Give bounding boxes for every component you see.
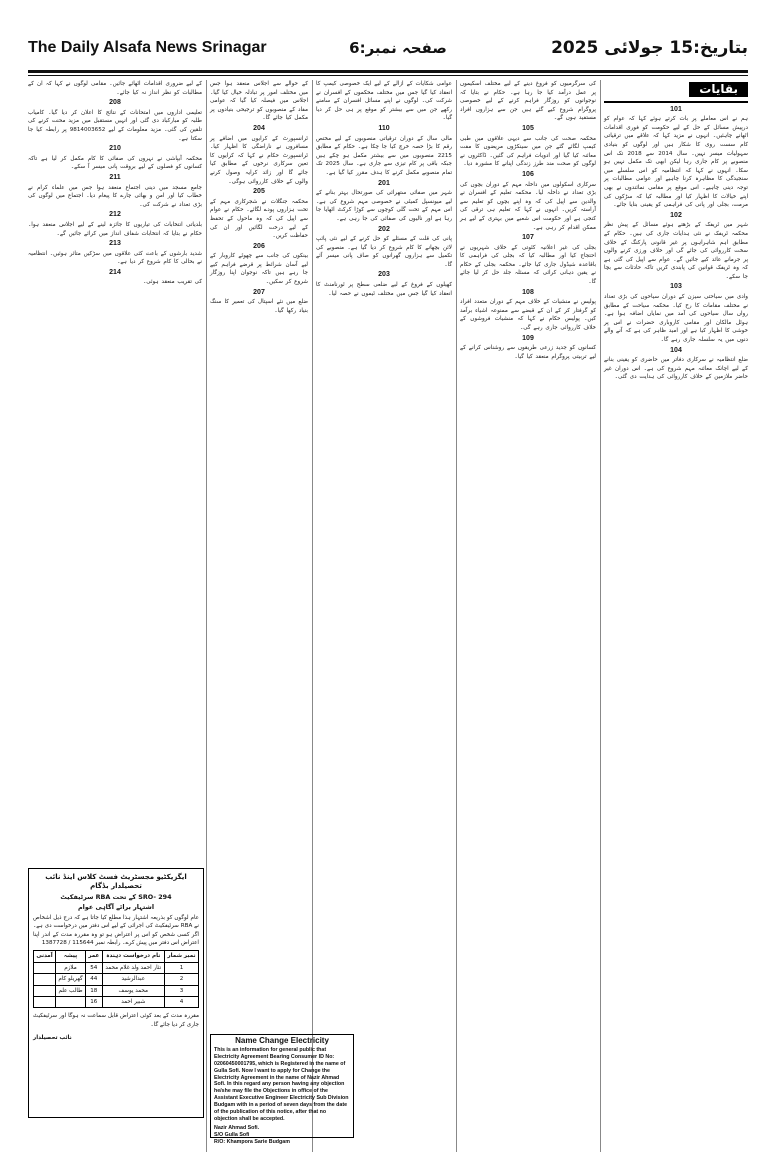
- table-cell: 3: [164, 985, 198, 996]
- notice-sig-address: R/O: Khampora Sarie Budgam: [214, 1138, 290, 1145]
- section-header: [604, 80, 748, 103]
- table-row: [34, 962, 199, 973]
- item-number: 210: [109, 145, 121, 153]
- item-number: 204: [253, 124, 265, 132]
- table-row: [34, 985, 199, 996]
- table-header-cell: نام درخواست دہندہ: [102, 951, 164, 962]
- news-item-text: سرکاری اسکولوں میں داخلہ مہم کے دوران بچوں کی بڑی تعداد نے داخلہ لیا۔ محکمہ تعلیم کے افسران نے والدین سے اپیل کی کہ وہ اپنے بچوں کو تعلیم سے آراستہ کریں۔ انہوں نے کہا کہ تعلیم ہی ترقی کی کنجی ہے اور حکومت اس شعبے میں بہتری کے لیے ہر ممکن اقدام کر رہی ہے۔: [460, 181, 596, 231]
- news-item-text: شہر میں ٹریفک کے بڑھتے ہوئے مسائل کے پیش نظر محکمہ ٹریفک نے نئی ہدایات جاری کی ہیں۔ حکام کے مطابق اہم شاہراہوں پر غیر قانونی پارکنگ کے خلاف سخت کارروائی کی جائے گی اور خلاف ورزی کرنے والوں پر جرمانے عائد کیے جائیں گے۔ عوام سے اپیل کی گئی ہے کہ وہ ٹریفک قوانین کی پابندی کریں تاکہ حادثات سے بچا جا سکے۔: [604, 222, 748, 280]
- column-divider: [312, 80, 313, 1152]
- section-badge: بقایات: [689, 82, 748, 97]
- news-item-text: کی تقریب منعقد ہوئی۔: [143, 279, 202, 286]
- ad-footer: مقررہ مدت کے بعد کوئی اعتراض قابل سماعت نہ ہوگا اور سرٹیفکیٹ جاری کر دیا جائے گا۔: [33, 1013, 199, 1028]
- table-header-row: [34, 951, 199, 962]
- news-item-text: عوامی شکایات کے ازالے کے لیے ایک خصوصی کیمپ کا انعقاد کیا گیا جس میں مختلف محکموں کے افسران نے شرکت کی۔ لوگوں نے اپنے مسائل افسران کے سامنے رکھے جن میں سے بیشتر کو موقع پر ہی حل کر دیا گیا۔: [316, 81, 452, 122]
- column-divider: [206, 80, 207, 1152]
- ad-subtitle: اشتہار برائے آگاہی عوام: [77, 903, 155, 912]
- news-item-text: ضلع میں نئے اسپتال کی تعمیر کا سنگ بنیاد رکھا گیا۔: [210, 299, 308, 314]
- item-number: 212: [109, 211, 121, 219]
- news-item-text: بلدیاتی انتخابات کی تیاریوں کا جائزہ لینے کے لیے اجلاس منعقد ہوا۔ حکام نے بتایا کہ انتخابات شفاف انداز میں کرائے جائیں گے۔: [28, 221, 202, 237]
- item-number: 107: [522, 234, 534, 242]
- table-cell: عبدالرشید: [102, 974, 164, 985]
- news-item-text: وادی میں سیاحتی سیزن کے دوران سیاحوں کی بڑی تعداد نے مختلف مقامات کا رخ کیا۔ محکمہ سیاحت کے مطابق رواں سال سیاحوں کی آمد میں نمایاں اضافہ ہوا ہے۔ ہوٹل مالکان اور مقامی کاروباری حضرات نے اس پر خوشی کا اظہار کیا ہے اور امید ظاہر کی ہے کہ آنے والے دنوں میں یہ سلسلہ جاری رہے گا۔: [604, 294, 748, 344]
- applicant-table: [33, 950, 199, 1008]
- masthead-rule: [28, 70, 748, 73]
- column-divider: [456, 80, 457, 1152]
- news-item-text: تعلیمی اداروں میں امتحانات کے نتائج کا اعلان کر دیا گیا۔ کامیاب طلبہ کو مبارکباد دی گئی اور انہیں مستقبل میں مزید محنت کرنے کی تلقین کی گئی۔ مزید معلومات کے لیے 9814003652 پر رابطہ کیا جا سکتا ہے۔: [28, 109, 202, 142]
- news-item-text: مالی سال کے دوران ترقیاتی منصوبوں کے لیے مختص رقم کا بڑا حصہ خرچ کیا جا چکا ہے۔ حکام کے مطابق 2215 منصوبوں میں سے بیشتر مکمل ہو چکے ہیں جبکہ باقی پر کام تیزی سے جاری ہے۔ سال 2025 تک تمام منصوبے مکمل کرنے کا ہدف مقرر کیا گیا ہے۔: [316, 135, 453, 176]
- item-number: 103: [670, 283, 682, 291]
- name-change-notice: [210, 1034, 354, 1145]
- news-item-text: ٹرانسپورٹ کے کرایوں میں اضافے پر مسافروں نے ناراضگی کا اظہار کیا۔ ٹرانسپورٹ حکام نے کہا کہ کرایوں کا تعین سرکاری نرخوں کے مطابق کیا جائے گا اور زائد کرایہ وصول کرنے والوں کے خلاف کارروائی ہوگی۔: [210, 135, 308, 185]
- table-cell: محمد یوسف: [102, 985, 164, 996]
- item-number: 203: [378, 271, 390, 279]
- table-header-cell: آمدنی: [34, 951, 56, 962]
- news-item-text: بینکوں کی جانب سے چھوٹے کاروبار کے لیے آسان شرائط پر قرضے فراہم کیے جا رہے ہیں تاکہ نوجوان اپنا روزگار شروع کر سکیں۔: [210, 253, 308, 286]
- news-item-text: کے لیے ضروری اقدامات اٹھائے جائیں۔ مقامی لوگوں نے کہا کہ ان کے مطالبات کو نظر انداز نہ کیا جائے۔: [28, 81, 202, 96]
- news-item-text: پانی کی قلت کے مسئلے کو حل کرنے کے لیے نئی پائپ لائن بچھانے کا کام شروع کر دیا گیا ہے۔ منصوبے کی تکمیل سے ہزاروں گھرانوں کو صاف پانی میسر آئے گا۔: [316, 236, 452, 268]
- news-item-text: ضلع انتظامیہ نے سرکاری دفاتر میں حاضری کو یقینی بنانے کے لیے اچانک معائنہ مہم شروع کی ہے۔ اس دوران غیر حاضر ملازمین کے خلاف کارروائی کی ہدایت دی گئی۔: [604, 357, 748, 381]
- table-row: [34, 974, 199, 985]
- item-number: 207: [253, 288, 265, 296]
- table-cell: ملازم: [56, 962, 86, 973]
- news-item-text: کے حوالے سے اجلاس منعقد ہوا جس میں مختلف امور پر تبادلہ خیال کیا گیا۔ اجلاس میں فیصلہ کیا گیا کہ عوامی مفاد کے منصوبوں کو ترجیحی بنیادوں پر مکمل کیا جائے گا۔: [210, 81, 308, 122]
- notice-title: Name Change Electricity: [235, 1036, 329, 1045]
- news-item-text: شہر میں صفائی ستھرائی کی صورتحال بہتر بنانے کے لیے میونسپل کمیٹی نے خصوصی مہم شروع کی ہے۔ اس مہم کے تحت گلی کوچوں سے کوڑا کرکٹ اٹھایا جا رہا ہے اور نالیوں کی صفائی کی جا رہی ہے۔: [316, 190, 452, 222]
- column-2: [460, 80, 596, 1152]
- news-item-text: شدید بارشوں کے باعث کئی علاقوں میں سڑکیں متاثر ہوئیں۔ انتظامیہ نے بحالی کا کام شروع کر دیا ہے۔: [28, 250, 202, 266]
- news-item-text: محکمہ جنگلات نے شجرکاری مہم کے تحت ہزاروں پودے لگائے۔ حکام نے عوام سے اپیل کی کہ وہ ماحول کے تحفظ کے لیے درخت لگائیں اور ان کی حفاظت کریں۔: [210, 198, 308, 240]
- table-row: [34, 997, 199, 1008]
- ad-signature: نائب تحصیلدار: [33, 1035, 72, 1042]
- table-cell: [56, 997, 86, 1008]
- news-item-text: کھیلوں کے فروغ کے لیے ضلعی سطح پر ٹورنامنٹ کا انعقاد کیا گیا جس میں مختلف ٹیموں نے حصہ لیا۔: [316, 282, 452, 297]
- notice-sig-father: S/O Gulla Sofi: [214, 1131, 250, 1138]
- column-5: [28, 80, 202, 864]
- column-divider: [600, 80, 601, 1152]
- table-cell: [34, 974, 56, 985]
- item-number: 110: [378, 124, 390, 132]
- table-cell: 18: [86, 985, 103, 996]
- item-number: 109: [522, 334, 534, 342]
- table-cell: گھریلو کام: [56, 974, 86, 985]
- newspaper-page: [28, 28, 748, 1154]
- news-item-text: بجلی کی غیر اعلانیہ کٹوتی کے خلاف شہریوں نے احتجاج کیا اور مطالبہ کیا کہ بجلی کی فراہمی کا باقاعدہ شیڈول جاری کیا جائے۔ محکمہ بجلی کے حکام نے یقین دہانی کرائی کہ مسئلہ جلد حل کر لیا جائے گا۔: [460, 244, 596, 286]
- paper-name: The Daily Alsafa News Srinagar: [28, 39, 267, 56]
- masthead-rule-thin: [28, 75, 748, 76]
- item-number: 104: [670, 346, 682, 354]
- page-label: صفحہ نمبر:6: [349, 39, 447, 57]
- masthead: [28, 28, 748, 68]
- item-number: 211: [109, 173, 121, 181]
- table-cell: [34, 997, 56, 1008]
- table-cell: 1: [164, 962, 198, 973]
- column-1: [604, 80, 748, 1152]
- table-cell: 16: [86, 997, 103, 1008]
- table-header-cell: نمبر شمار: [164, 951, 198, 962]
- news-item-text: کی سرگرمیوں کو فروغ دینے کے لیے مختلف اسکیموں پر عمل درآمد کیا جا رہا ہے۔ حکام نے بتایا کہ نوجوانوں کو روزگار فراہم کرنے کے لیے خصوصی پروگرام شروع کیے گئے ہیں جن سے ہزاروں افراد مستفید ہوں گے۔: [460, 81, 596, 122]
- item-number: 202: [378, 225, 390, 233]
- item-number: 208: [109, 99, 121, 107]
- item-number: 205: [253, 188, 265, 196]
- news-item-text: کسانوں کو جدید زرعی طریقوں سے روشناس کرانے کے لیے تربیتی پروگرام منعقد کیا گیا۔: [460, 345, 596, 360]
- notice-body: This is an information for general public that Electricity Agreement Bearing Consumer ID No: 02060450001795, which is Registered in the name of Gulla Sofi. Now I want to apply for Change the Electricity Agreement in the name of Nazir Ahmad Sofi. In this regard any person having any objection he/she may file the Objections in office of the Assistant Executive Engineer Electricity Sub Division Budgam with in a period of seven days from the date of the publication of this notice, after that no objection shall be accepted.: [214, 1046, 349, 1122]
- item-number: 102: [670, 211, 682, 219]
- ad-body: عام لوگوں کو بذریعہ اشتہار ہذا مطلع کیا جاتا ہے کہ درج ذیل اشخاص نے RBA سرٹیفکیٹ کی اجرائی کے لیے اس دفتر میں درخواست دی ہے۔ اگر کسی شخص کو اس پر اعتراض ہو تو وہ مقررہ مدت کے اندر اپنا اعتراض اس دفتر میں پیش کرے۔ رابطہ نمبر 115644 / 1387728: [33, 914, 199, 947]
- ad-reference: SRO- 294 کے تحت RBA سرٹیفکیٹ: [60, 893, 172, 901]
- table-cell: شبیر احمد: [102, 997, 164, 1008]
- table-cell: [34, 985, 56, 996]
- item-number: 201: [378, 179, 390, 187]
- table-header-cell: عمر: [86, 951, 103, 962]
- issue-date: بتاریخ:15 جولائی 2025: [551, 38, 748, 58]
- rba-advertisement: [28, 868, 204, 1118]
- news-item-text: محکمہ صحت کی جانب سے دیہی علاقوں میں طبی کیمپ لگائے گئے جن میں سینکڑوں مریضوں کا مفت معائنہ کیا گیا اور ادویات فراہم کی گئیں۔ ڈاکٹروں نے لوگوں کو صحت مند طرز زندگی اپنانے کا مشورہ دیا۔: [460, 135, 596, 168]
- item-number: 213: [109, 240, 121, 248]
- table-cell: 2: [164, 974, 198, 985]
- news-item-text: پولیس نے منشیات کے خلاف مہم کے دوران متعدد افراد کو گرفتار کر کے ان کے قبضے سے ممنوعہ اشیاء برآمد کیں۔ پولیس حکام نے کہا کہ منشیات فروشوں کے خلاف کارروائی جاری رہے گی۔: [460, 299, 596, 332]
- item-number: 108: [522, 288, 534, 296]
- notice-signature: [214, 1125, 350, 1146]
- notice-sig-name: Nazir Ahmad Sofi.: [214, 1124, 260, 1131]
- table-cell: 54: [86, 962, 103, 973]
- ad-title: ایگزیکٹیو مجسٹریٹ فسٹ کلاس اینڈ نائب تحصیلدار بڈگام: [45, 873, 187, 890]
- item-number: 206: [253, 242, 265, 250]
- table-cell: 4: [164, 997, 198, 1008]
- column-4: [210, 80, 308, 1030]
- news-item-text: جامع مسجد میں دینی اجتماع منعقد ہوا جس میں علماء کرام نے خطاب کیا اور امن و بھائی چارے کا پیغام دیا۔ اجتماع میں لوگوں کی بڑی تعداد نے شرکت کی۔: [28, 184, 202, 208]
- news-item-text: محکمہ آبپاشی نے نہروں کی صفائی کا کام مکمل کر لیا ہے تاکہ کسانوں کو فصلوں کے لیے بروقت پانی میسر آ سکے۔: [28, 155, 202, 171]
- table-header-cell: پیشہ: [56, 951, 86, 962]
- column-3: [316, 80, 452, 1152]
- item-number: 214: [109, 268, 121, 276]
- table-cell: 44: [86, 974, 103, 985]
- item-number: 101: [670, 105, 682, 113]
- table-cell: نثار احمد ولد غلام محمد: [102, 962, 164, 973]
- item-number: 106: [522, 170, 534, 178]
- item-number: 105: [522, 124, 534, 132]
- table-cell: [34, 962, 56, 973]
- table-cell: طالب علم: [56, 985, 86, 996]
- news-item-text: ہم نے اس معاملے پر بات کرتے ہوئے کہا کہ عوام کو درپیش مسائل کے حل کے لیے حکومت کو فوری اقدامات اٹھانے چاہئیں۔ انہوں نے مزید کہا کہ علاقے میں ترقیاتی کام سست روی کا شکار ہیں اور لوگوں کو بنیادی سہولیات میسر نہیں۔ سال 2014 سے 2018 تک اس منصوبے پر کام جاری رہا لیکن ابھی تک مکمل نہیں ہو سکا۔ انہوں نے کہا کہ انتظامیہ کو اس سلسلے میں سنجیدگی کا مظاہرہ کرنا چاہیے اور عوامی مطالبات پر توجہ دینی چاہیے۔ اس موقع پر مقامی نمائندوں نے بھی اپنے خیالات کا اظہار کیا اور مطالبہ کیا کہ سڑکوں کی مرمت، بجلی اور پانی کی فراہمی کو یقینی بنایا جائے۔: [604, 116, 748, 209]
